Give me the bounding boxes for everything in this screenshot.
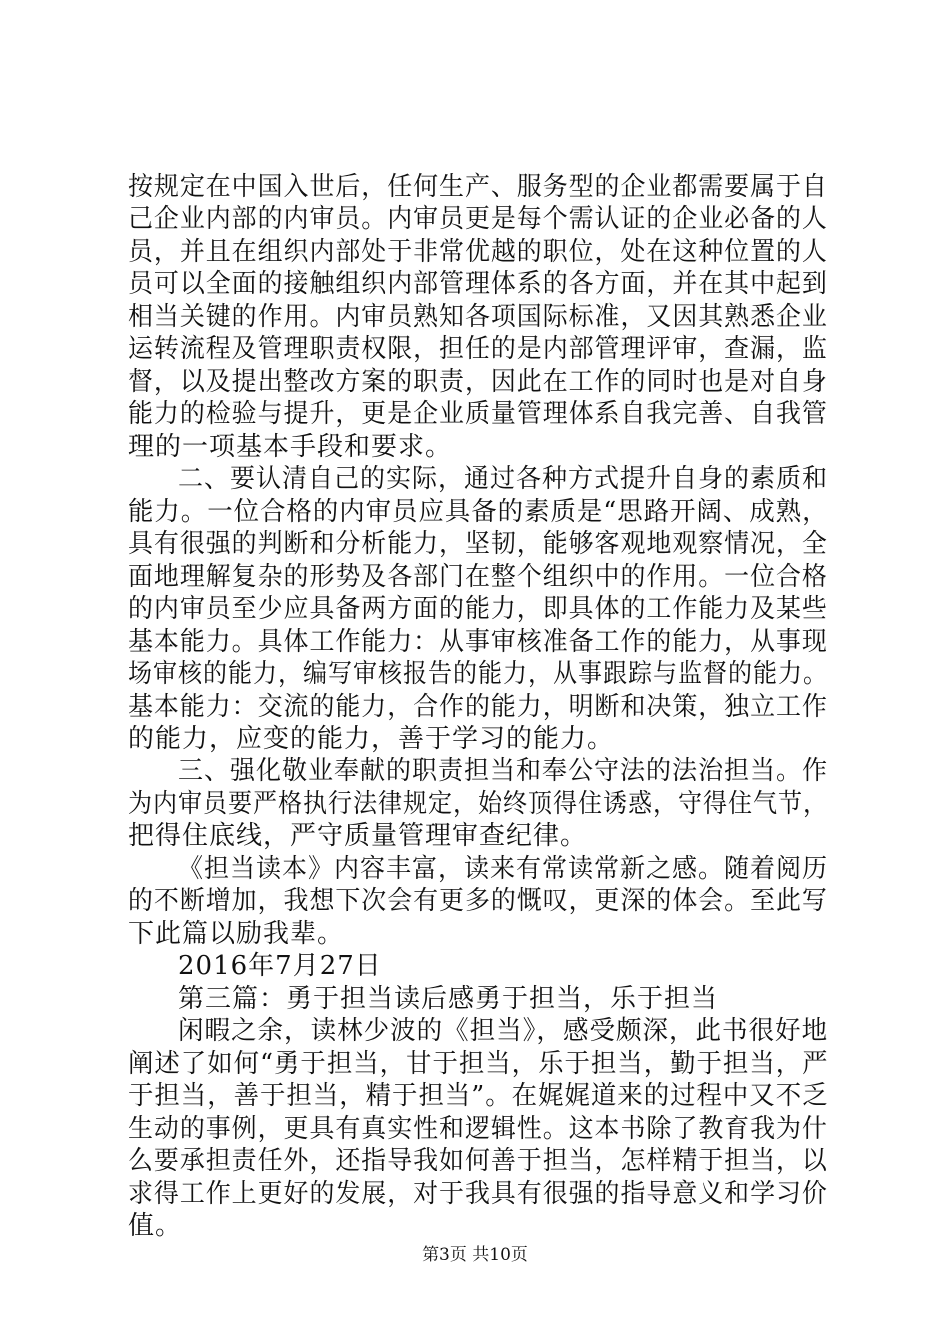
text-line: 求得工作上更好的发展，对于我具有很强的指导意义和学习价 [128,1179,828,1209]
text-line: 员，并且在组织内部处于非常优越的职位，处在这种位置的人 [128,237,828,267]
paragraph-start: 二、要认清自己的实际，通过各种方式提升自身的素质和 [178,464,829,494]
text-line: 把得住底线，严守质量管理审查纪律。 [128,821,588,851]
text-line: 能力。一位合格的内审员应具备的素质是“思路开阔、成熟， [128,497,829,527]
paragraph-start: 《担当读本》内容丰富，读来有常读常新之感。随着阅历 [178,854,829,884]
text-line: 于担当，善于担当，精于担当”。在娓娓道来的过程中又不乏 [128,1081,829,1111]
text-line: 的内审员至少应具备两方面的能力，即具体的工作能力及某些 [128,594,828,624]
text-line: 基本能力：交流的能力，合作的能力，明断和决策，独立工作 [128,692,828,722]
text-line: 己企业内部的内审员。内审员更是每个需认证的企业必备的人 [128,204,828,234]
section-heading: 第三篇：勇于担当读后感勇于担当，乐于担当 [178,984,719,1014]
text-line: 生动的事例，更具有真实性和逻辑性。这本书除了教育我为什 [128,1114,828,1144]
text-line: 的不断增加，我想下次会有更多的慨叹，更深的体会。至此写 [128,886,828,916]
text-line: 值。 [128,1211,183,1241]
text-line: 基本能力。具体工作能力：从事审核准备工作的能力，从事现 [128,627,828,657]
text-line: 能力的检验与提升，更是企业质量管理体系自我完善、自我管 [128,399,828,429]
date-line: 2016年7月27日 [178,951,382,981]
text-line: 下此篇以励我辈。 [128,919,345,949]
text-line: 么要承担责任外，还指导我如何善于担当，怎样精于担当，以 [128,1146,828,1176]
text-line: 员可以全面的接触组织内部管理体系的各方面，并在其中起到 [128,269,828,299]
text-line: 具有很强的判断和分析能力，坚韧，能够客观地观察情况，全 [128,529,828,559]
text-line: 运转流程及管理职责权限，担任的是内部管理评审，查漏，监 [128,334,828,364]
text-line: 为内审员要严格执行法律规定，始终顶得住诱惑，守得住气节， [128,789,829,819]
paragraph-start: 三、强化敬业奉献的职责担当和奉公守法的法治担当。作 [178,756,829,786]
text-line: 理的一项基本手段和要求。 [128,432,453,462]
text-line: 阐述了如何“勇于担当，甘于担当，乐于担当，勤于担当，严 [128,1049,829,1079]
text-line: 面地理解复杂的形势及各部门在整个组织中的作用。一位合格 [128,562,828,592]
text-line: 按规定在中国入世后，任何生产、服务型的企业都需要属于自 [128,172,828,202]
text-line: 的能力，应变的能力，善于学习的能力。 [128,724,615,754]
paragraph-start: 闲暇之余，读林少波的《担当》，感受颇深，此书很好地 [178,1016,829,1046]
page-footer: 第3页 共10页 [422,1245,528,1265]
text-line: 相当关键的作用。内审员熟知各项国际标准，又因其熟悉企业 [128,302,828,332]
text-line: 场审核的能力，编写审核报告的能力，从事跟踪与监督的能力。 [128,659,829,689]
text-line: 督，以及提出整改方案的职责，因此在工作的同时也是对自身 [128,367,828,397]
